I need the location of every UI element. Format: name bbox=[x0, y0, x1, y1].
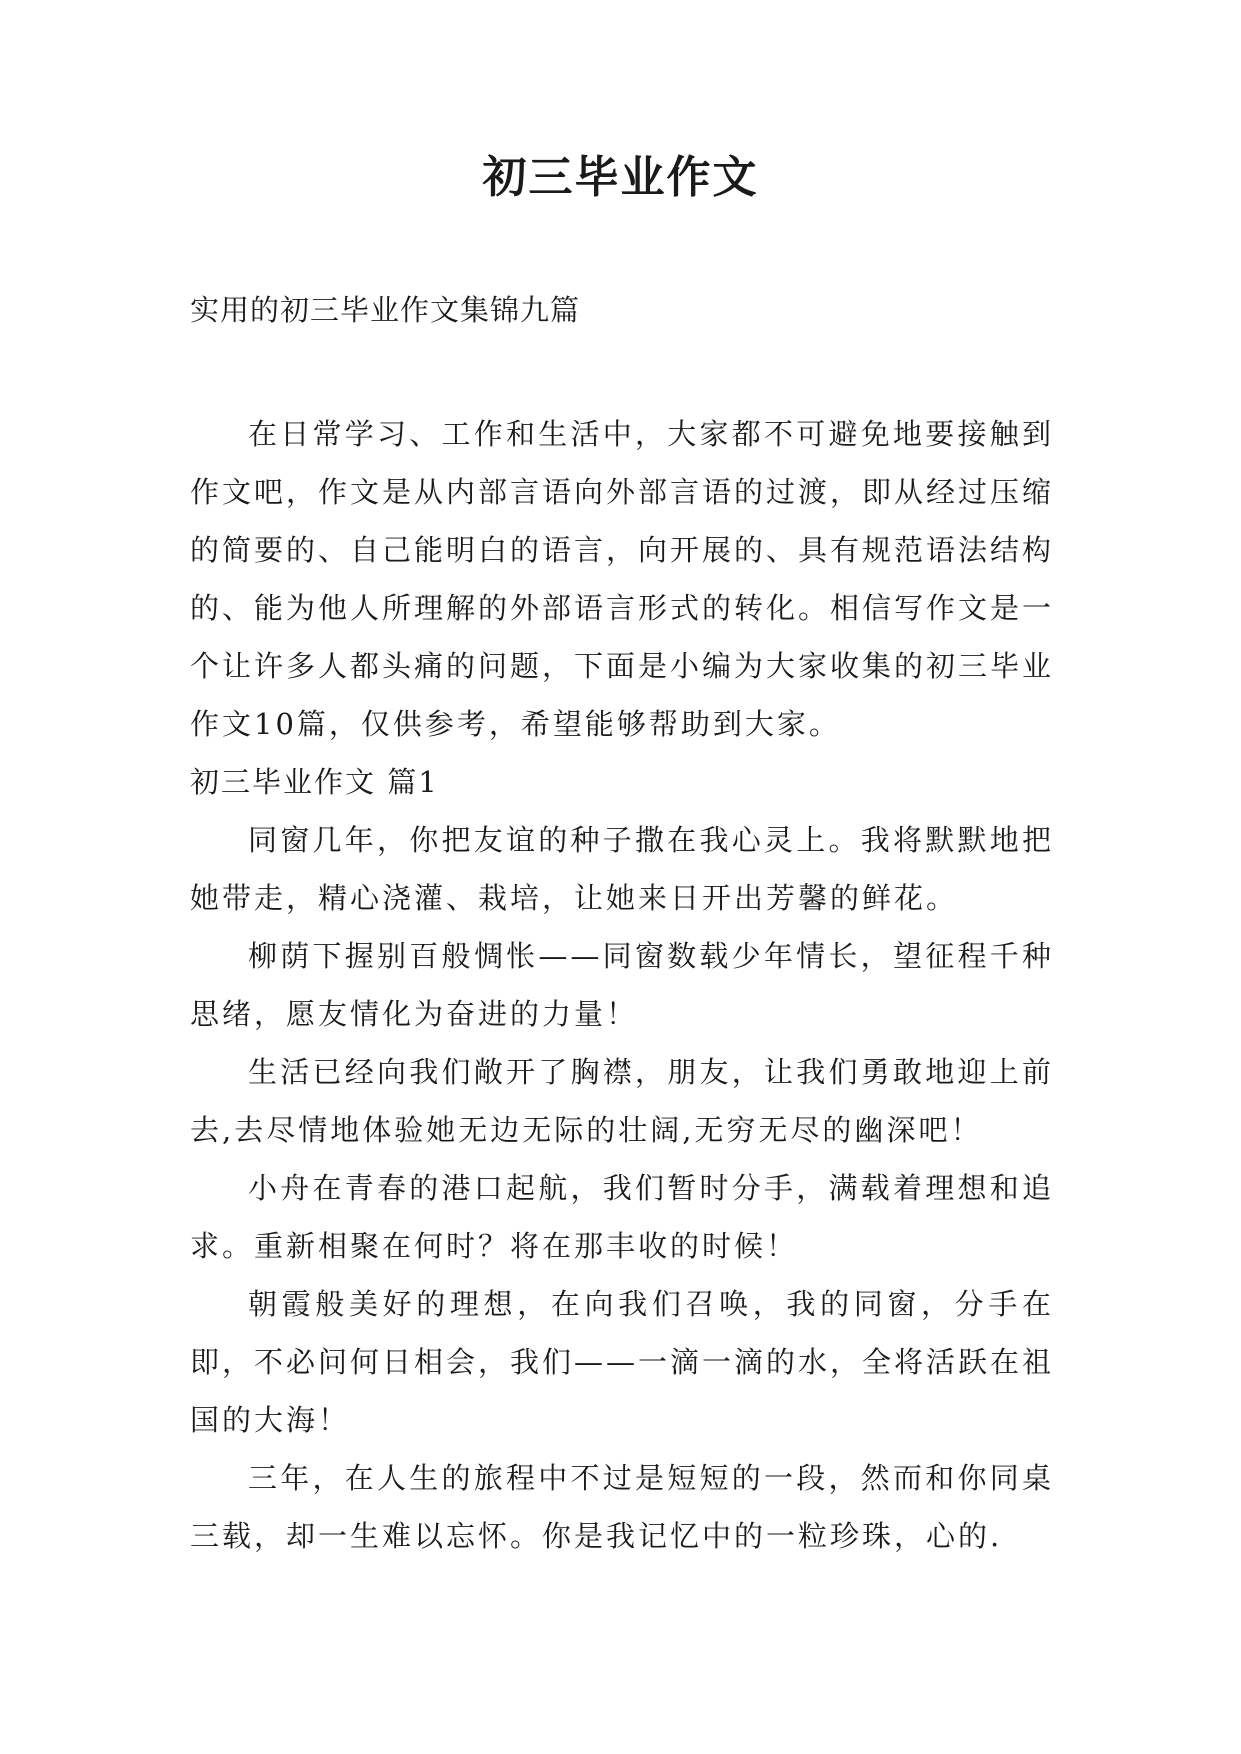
body-paragraph: 三年，在人生的旅程中不过是短短的一段，然而和你同桌三载，却一生难以忘怀。你是我记忆中的一粒珍珠，心的. bbox=[190, 1461, 1054, 1553]
document-body bbox=[190, 405, 1054, 1565]
intro-paragraph: 在日常学习、工作和生活中，大家都不可避免地要接触到作文吧，作文是从内部言语向外部言语的过渡，即从经过压缩的简要的、自己能明白的语言，向开展的、具有规范语法结构的、能为他人所理解的外部语言形式的转化。相信写作文是一个让许多人都头痛的问题，下面是小编为大家收集的初三毕业作文10篇，仅供参考，希望能够帮助到大家。 bbox=[190, 417, 1055, 741]
document-subtitle: 实用的初三毕业作文集锦九篇 bbox=[190, 293, 581, 327]
section-heading: 初三毕业作文 篇1 bbox=[190, 765, 439, 799]
body-paragraph: 小舟在青春的港口起航，我们暂时分手，满载着理想和追求。重新相聚在何时？将在那丰收的时候！ bbox=[190, 1171, 1054, 1263]
body-paragraph: 同窗几年，你把友谊的种子撒在我心灵上。我将默默地把她带走，精心浇灌、栽培，让她来日开出芳馨的鲜花。 bbox=[190, 823, 1054, 915]
body-paragraph: 柳荫下握别百般惆怅——同窗数载少年情长，望征程千种思绪，愿友情化为奋进的力量！ bbox=[190, 939, 1054, 1031]
body-paragraph: 生活已经向我们敞开了胸襟，朋友，让我们勇敢地迎上前去,去尽情地体验她无边无际的壮阔,无穷无尽的幽深吧！ bbox=[190, 1055, 1054, 1147]
body-paragraph: 朝霞般美好的理想，在向我们召唤，我的同窗，分手在即，不必问何日相会，我们——一滴一滴的水，全将活跃在祖国的大海！ bbox=[190, 1287, 1055, 1437]
document-title: 初三毕业作文 bbox=[482, 152, 759, 203]
